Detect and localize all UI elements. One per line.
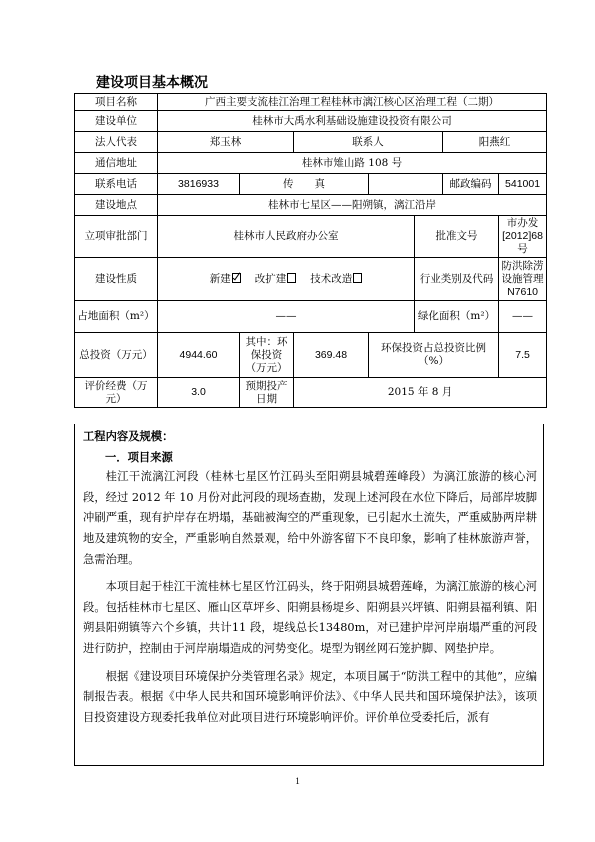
page-number: 1 bbox=[295, 776, 300, 786]
env-inv-value: 369.48 bbox=[294, 333, 369, 378]
legal-rep-value: 郑玉林 bbox=[158, 132, 294, 153]
row-investment bbox=[75, 333, 547, 378]
phone-label: 联系电话 bbox=[75, 174, 158, 195]
phone-value: 3816933 bbox=[158, 174, 240, 195]
nature-options bbox=[158, 258, 415, 301]
legal-rep-label: 法人代表 bbox=[75, 132, 158, 153]
paragraph-2: 本项目起于桂江干流桂林七星区竹江码头，终于阳朔县城碧莲峰，为漓江旅游的核心河段。包括桂林市七星区、雁山区草坪乡、阳朔县杨堤乡、阳朔县兴坪镇、阳朔县福利镇、阳朔县阳朔镇等六个乡镇，共计11 段，堤线总长13480m，对已建护岸河岸崩塌严重的河段进行防护，控制由于河岸崩塌造成的河势变化。堤型为钢丝网石笼护脚、网垫护岸。 bbox=[83, 580, 537, 655]
fax-value bbox=[369, 174, 443, 195]
total-inv-value: 4944.60 bbox=[158, 333, 240, 378]
project-name-value: 广西主要支流桂江治理工程桂林市漓江核心区治理工程（二期） bbox=[158, 94, 547, 111]
address-label: 通信地址 bbox=[75, 153, 158, 174]
eval-fee-label: 评价经费（万元） bbox=[75, 378, 158, 408]
row-approval bbox=[75, 216, 547, 258]
postcode-label: 邮政编码 bbox=[443, 174, 499, 195]
contact-label: 联系人 bbox=[294, 132, 443, 153]
env-ratio-label: 环保投资占总投资比例（%） bbox=[369, 333, 499, 378]
area-value: —— bbox=[158, 301, 415, 333]
approval-dept-value: 桂林市人民政府办公室 bbox=[158, 216, 415, 258]
approval-dept-label: 立项审批部门 bbox=[75, 216, 158, 258]
row-phone bbox=[75, 174, 547, 195]
eval-fee-value: 3.0 bbox=[158, 378, 240, 408]
contact-value: 阳燕红 bbox=[443, 132, 547, 153]
builder-value: 桂林市大禹水利基础设施建设投资有限公司 bbox=[158, 111, 547, 132]
area-label: 占地面积（m²） bbox=[75, 301, 158, 333]
row-legal-rep bbox=[75, 132, 547, 153]
nature-tech-checkbox bbox=[353, 273, 362, 283]
page-title: 建设项目基本概况 bbox=[96, 75, 208, 91]
row-area bbox=[75, 301, 547, 333]
total-inv-label: 总投资（万元） bbox=[75, 333, 158, 378]
project-info-table bbox=[74, 93, 547, 408]
nature-new-label: 新建 bbox=[209, 272, 231, 285]
expected-date-value: 2015 年 8 月 bbox=[294, 378, 547, 408]
project-name-label: 项目名称 bbox=[75, 94, 158, 111]
row-eval bbox=[75, 378, 547, 408]
approval-no-value: 市办发[2012]68号 bbox=[499, 216, 547, 258]
project-content-section bbox=[74, 424, 544, 766]
paragraph-1: 桂江干流漓江河段（桂林七星区竹江码头至阳朔县城碧莲峰段）为漓江旅游的核心河段，经过 2012 年 10 月份对此河段的现场查勘，发现上述河段在水位下降后，局部岸坡脚冲刷严重，现有护岸存在坍塌，基础被淘空的严重现象，已引起水土流失，严重威胁两岸耕地及建筑物的安全，严重影响自然景观，给中外游客留下不良印象，影响了桂林旅游声誉，急需治理。 bbox=[83, 470, 537, 566]
nature-rebuild-checkbox bbox=[287, 273, 296, 283]
fax-label: 传 真 bbox=[240, 174, 369, 195]
row-location bbox=[75, 195, 547, 216]
builder-label: 建设单位 bbox=[75, 111, 158, 132]
industry-value: 防洪除涝设施管理 N7610 bbox=[499, 258, 547, 301]
paragraph-3: 根据《建设项目环境保护分类管理名录》规定，本项目属于“防洪工程中的其他”，应编制报告表。根据《中华人民共和国环境影响评价法》、《中华人民共和国环境保护法》，该项目投资建设方现委托我单位对此项目进行环境影响评价。评价单位受委托后，派有 bbox=[83, 669, 537, 724]
env-ratio-value: 7.5 bbox=[499, 333, 547, 378]
nature-tech-label: 技术改造 bbox=[310, 272, 353, 285]
approval-no-label: 批准文号 bbox=[415, 216, 499, 258]
green-label: 绿化面积（m²） bbox=[415, 301, 499, 333]
section-heading: 一．项目来源 bbox=[105, 449, 173, 464]
industry-label: 行业类别及代码 bbox=[415, 258, 499, 301]
nature-label: 建设性质 bbox=[75, 258, 158, 301]
location-value: 桂林市七星区——阳朔镇，漓江沿岸 bbox=[158, 195, 547, 216]
row-nature bbox=[75, 258, 547, 301]
env-inv-label: 其中：环保投资（万元） bbox=[240, 333, 294, 378]
address-value: 桂林市雉山路 108 号 bbox=[158, 153, 547, 174]
row-address bbox=[75, 153, 547, 174]
green-value: —— bbox=[499, 301, 547, 333]
expected-date-label: 预期投产日期 bbox=[240, 378, 294, 408]
nature-rebuild-label: 改扩建 bbox=[254, 272, 287, 285]
content-heading: 工程内容及规模： bbox=[83, 429, 174, 443]
row-project-name bbox=[75, 94, 547, 111]
row-builder bbox=[75, 111, 547, 132]
location-label: 建设地点 bbox=[75, 195, 158, 216]
postcode-value: 541001 bbox=[499, 174, 547, 195]
nature-new-checkbox bbox=[232, 273, 241, 283]
